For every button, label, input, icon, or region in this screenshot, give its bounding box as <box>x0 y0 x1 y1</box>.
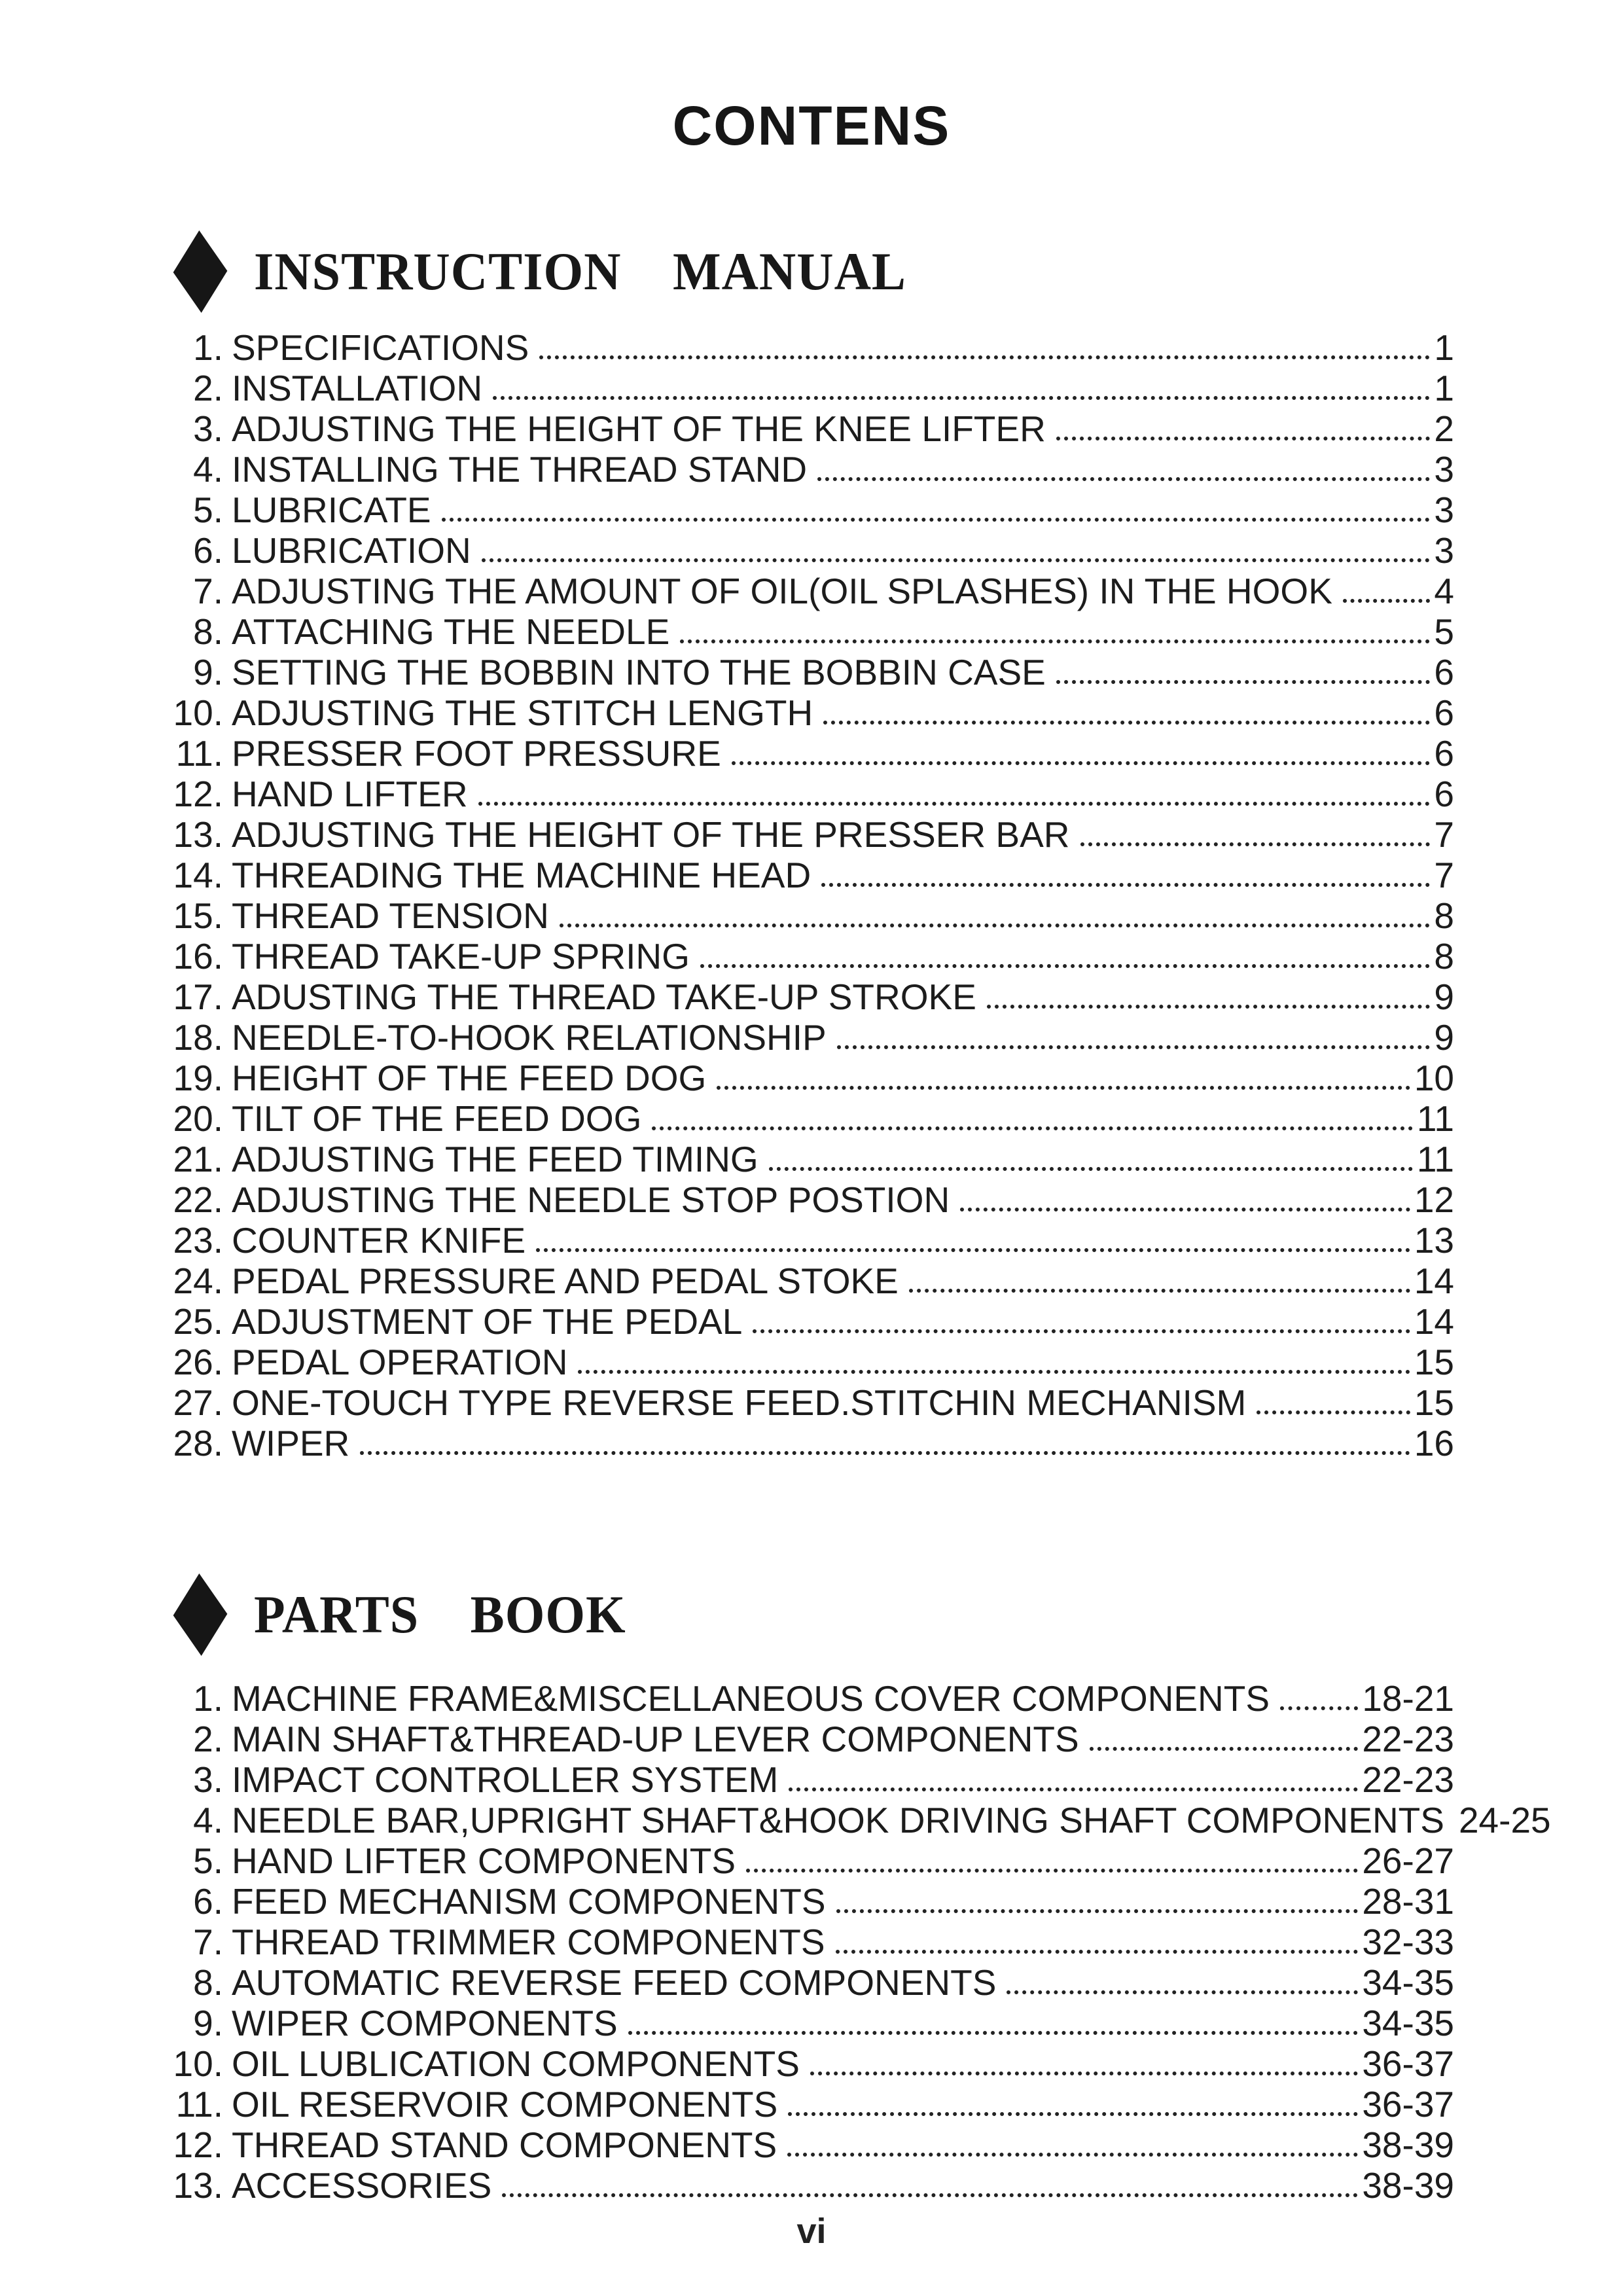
toc-item-number: 17. <box>173 977 223 1017</box>
toc-item-number: 24. <box>173 1261 223 1301</box>
toc-item-page: 1 <box>1434 368 1454 408</box>
toc-item-page: 22-23 <box>1362 1759 1454 1800</box>
dot-leader <box>1007 1990 1358 1994</box>
toc-item-label: WIPER COMPONENTS <box>232 2003 618 2043</box>
toc-row <box>167 1800 1551 1840</box>
dot-leader <box>717 1086 1410 1090</box>
toc-item-page: 38-39 <box>1362 2165 1454 2206</box>
toc-item-number: 11. <box>175 733 223 774</box>
toc-row <box>167 692 1454 733</box>
toc-item-label: THREAD TAKE-UP SPRING <box>232 936 690 977</box>
toc-item-label: ADJUSTING THE HEIGHT OF THE KNEE LIFTER <box>232 408 1046 449</box>
diamond-icon <box>170 230 230 314</box>
toc-item-page: 34-35 <box>1362 2003 1454 2043</box>
dot-leader <box>960 1208 1410 1211</box>
toc-item-number: 9. <box>193 2003 223 2043</box>
toc-item-number: 20. <box>173 1098 223 1139</box>
toc-item-page: 16 <box>1414 1423 1454 1463</box>
toc-item-page: 3 <box>1434 449 1454 490</box>
toc-item-label: ADUSTING THE THREAD TAKE-UP STROKE <box>232 977 976 1017</box>
toc-item-number: 4. <box>193 1800 223 1840</box>
toc-item-label: HEIGHT OF THE FEED DOG <box>232 1058 707 1098</box>
parts-book-heading <box>171 1573 1623 1656</box>
dot-leader <box>823 721 1430 725</box>
toc-row <box>167 1719 1454 1759</box>
toc-item-number: 6. <box>193 530 223 571</box>
dot-leader <box>789 1787 1358 1791</box>
dot-leader <box>1280 1706 1358 1710</box>
toc-item-number: 10. <box>173 2043 223 2084</box>
toc-item-number: 3. <box>193 408 223 449</box>
toc-item-number: 27. <box>173 1382 223 1423</box>
toc-item-page: 36-37 <box>1362 2043 1454 2084</box>
toc-item-page: 5 <box>1434 611 1454 652</box>
toc-item-label: THREAD TENSION <box>232 895 549 936</box>
toc-row <box>167 1881 1454 1922</box>
toc-row <box>167 327 1454 368</box>
toc-item-page: 36-37 <box>1362 2084 1454 2125</box>
toc-item-page: 12 <box>1414 1179 1454 1220</box>
toc-row <box>167 1840 1454 1881</box>
dot-leader <box>753 1329 1410 1333</box>
dot-leader <box>836 1950 1359 1954</box>
toc-row <box>167 408 1454 449</box>
toc-item-number: 7. <box>193 571 223 611</box>
toc-row <box>167 2125 1454 2165</box>
toc-row <box>167 733 1454 774</box>
dot-leader <box>1257 1410 1410 1414</box>
dot-leader <box>652 1126 1412 1130</box>
toc-item-page: 3 <box>1434 490 1454 530</box>
toc-row <box>167 1220 1454 1261</box>
toc-item-label: ATTACHING THE NEEDLE <box>232 611 670 652</box>
toc-item-number: 10. <box>173 692 223 733</box>
dot-leader <box>539 355 1430 359</box>
toc-item-label: ONE-TOUCH TYPE REVERSE FEED.STITCHIN MECHANISM <box>232 1382 1247 1423</box>
toc-row <box>167 571 1454 611</box>
toc-row <box>167 652 1454 692</box>
toc-row <box>167 774 1454 814</box>
footer <box>0 2214 1623 2249</box>
dot-leader <box>821 883 1430 887</box>
dot-leader <box>628 2031 1359 2035</box>
toc-item-number: 28. <box>173 1423 223 1463</box>
toc-item-page: 8 <box>1434 895 1454 936</box>
dot-leader <box>360 1451 1410 1455</box>
toc-item-number: 22. <box>173 1179 223 1220</box>
toc-item-label: PEDAL PRESSURE AND PEDAL STOKE <box>232 1261 899 1301</box>
toc-item-number: 6. <box>193 1881 223 1922</box>
toc-item-number: 8. <box>193 1962 223 2003</box>
toc-row <box>167 977 1454 1017</box>
toc-row <box>167 1017 1454 1058</box>
dot-leader <box>560 924 1431 927</box>
toc-row <box>167 936 1454 977</box>
toc-row <box>167 855 1454 895</box>
page-title: CONTENS <box>672 95 951 156</box>
dot-leader <box>1090 1747 1359 1751</box>
toc-item-page: 24-25 <box>1458 1800 1551 1840</box>
toc-item-number: 19. <box>173 1058 223 1098</box>
dot-leader <box>578 1370 1410 1374</box>
toc-item-number: 12. <box>173 774 223 814</box>
toc-item-label: SETTING THE BOBBIN INTO THE BOBBIN CASE <box>232 652 1046 692</box>
dot-leader <box>1343 599 1431 603</box>
toc-item-number: 2. <box>193 368 223 408</box>
toc-item-number: 26. <box>173 1342 223 1382</box>
toc-item-label: PRESSER FOOT PRESSURE <box>232 733 721 774</box>
toc-item-label: FEED MECHANISM COMPONENTS <box>232 1881 826 1922</box>
toc-item-page: 10 <box>1414 1058 1454 1098</box>
toc-item-number: 21. <box>173 1139 223 1179</box>
page-number: vi <box>796 2212 827 2251</box>
dot-leader <box>482 558 1431 562</box>
toc-item-label: COUNTER KNIFE <box>232 1220 526 1261</box>
toc-item-number: 13. <box>173 2165 223 2206</box>
toc-row <box>167 814 1454 855</box>
toc-item-label: PEDAL OPERATION <box>232 1342 568 1382</box>
toc-item-number: 23. <box>173 1220 223 1261</box>
toc-row <box>167 1342 1454 1382</box>
toc-item-page: 2 <box>1434 408 1454 449</box>
dot-leader <box>478 802 1431 806</box>
dot-leader <box>746 1869 1358 1873</box>
toc-item-label: ADJUSTING THE AMOUNT OF OIL(OIL SPLASHES) IN THE HOOK <box>232 571 1332 611</box>
toc-item-label: OIL RESERVOIR COMPONENTS <box>232 2084 778 2125</box>
toc-row <box>167 368 1454 408</box>
toc-item-page: 15 <box>1414 1342 1454 1382</box>
toc-item-label: MACHINE FRAME&MISCELLANEOUS COVER COMPONENTS <box>232 1678 1270 1719</box>
dot-leader <box>680 639 1430 643</box>
toc-item-page: 6 <box>1434 733 1454 774</box>
toc-item-page: 15 <box>1414 1382 1454 1423</box>
toc-row <box>167 1382 1454 1423</box>
toc-row <box>167 1423 1454 1463</box>
toc-item-label: WIPER <box>232 1423 350 1463</box>
toc-row <box>167 449 1454 490</box>
toc-item-page: 6 <box>1434 652 1454 692</box>
section-parts-book <box>0 1573 1623 2206</box>
dot-leader <box>987 1005 1431 1009</box>
toc-item-label: TILT OF THE FEED DOG <box>232 1098 642 1139</box>
toc-row <box>167 2003 1454 2043</box>
toc-row <box>167 2043 1454 2084</box>
section-title: INSTRUCTION MANUAL <box>254 242 906 301</box>
toc-item-page: 6 <box>1434 692 1454 733</box>
dot-leader <box>493 396 1430 400</box>
toc-item-number: 13. <box>173 814 223 855</box>
toc-item-number: 7. <box>193 1922 223 1962</box>
dot-leader <box>810 2072 1358 2075</box>
toc-item-label: ADJUSTING THE STITCH LENGTH <box>232 692 813 733</box>
parts-book-toc-list <box>167 1678 1551 2206</box>
toc-row <box>167 1179 1454 1220</box>
dot-leader <box>1080 842 1431 846</box>
toc-row <box>167 611 1454 652</box>
toc-row <box>167 1759 1454 1800</box>
toc-item-page: 18-21 <box>1362 1678 1454 1719</box>
dot-leader <box>769 1167 1413 1171</box>
toc-item-label: ADJUSTING THE FEED TIMING <box>232 1139 758 1179</box>
toc-item-label: THREAD TRIMMER COMPONENTS <box>232 1922 825 1962</box>
toc-item-number: 25. <box>173 1301 223 1342</box>
toc-item-number: 3. <box>193 1759 223 1800</box>
toc-item-number: 16. <box>173 936 223 977</box>
toc-row <box>167 2084 1454 2125</box>
dot-leader <box>787 2153 1358 2157</box>
toc-item-number: 5. <box>193 1840 223 1881</box>
toc-item-page: 4 <box>1434 571 1454 611</box>
toc-item-label: OIL LUBLICATION COMPONENTS <box>232 2043 800 2084</box>
toc-item-page: 9 <box>1434 977 1454 1017</box>
diamond-icon <box>170 1573 230 1657</box>
toc-row <box>167 1301 1454 1342</box>
dot-leader <box>788 2112 1358 2116</box>
dot-leader <box>502 2193 1358 2197</box>
toc-item-page: 7 <box>1434 814 1454 855</box>
toc-item-page: 26-27 <box>1362 1840 1454 1881</box>
toc-row <box>167 1098 1454 1139</box>
dot-leader <box>837 1045 1431 1049</box>
toc-row <box>167 1922 1454 1962</box>
toc-item-label: MAIN SHAFT&THREAD-UP LEVER COMPONENTS <box>232 1719 1079 1759</box>
toc-item-label: ADJUSTING THE HEIGHT OF THE PRESSER BAR <box>232 814 1070 855</box>
toc-item-number: 15. <box>173 895 223 936</box>
toc-item-label: LUBRICATE <box>232 490 431 530</box>
toc-item-number: 18. <box>173 1017 223 1058</box>
toc-item-label: HAND LIFTER COMPONENTS <box>232 1840 736 1881</box>
dot-leader <box>817 477 1430 481</box>
instruction-manual-toc-list <box>167 327 1454 1463</box>
toc-row <box>167 1678 1454 1719</box>
instruction-manual-heading <box>171 230 1623 313</box>
toc-item-label: LUBRICATION <box>232 530 471 571</box>
toc-item-number: 9. <box>193 652 223 692</box>
toc-item-label: INSTALLING THE THREAD STAND <box>232 449 808 490</box>
toc-item-number: 1. <box>193 1678 223 1719</box>
toc-item-number: 8. <box>193 611 223 652</box>
toc-item-page: 6 <box>1434 774 1454 814</box>
toc-row <box>167 895 1454 936</box>
toc-item-label: ACCESSORIES <box>232 2165 492 2206</box>
toc-item-page: 14 <box>1414 1301 1454 1342</box>
section-instruction-manual <box>0 230 1623 1463</box>
toc-item-label: THREAD STAND COMPONENTS <box>232 2125 777 2165</box>
toc-row <box>167 530 1454 571</box>
toc-item-page: 22-23 <box>1362 1719 1454 1759</box>
toc-item-label: SPECIFICATIONS <box>232 327 529 368</box>
toc-item-number: 11. <box>175 2084 223 2125</box>
toc-item-page: 34-35 <box>1362 1962 1454 2003</box>
toc-item-page: 9 <box>1434 1017 1454 1058</box>
toc-item-label: NEEDLE-TO-HOOK RELATIONSHIP <box>232 1017 827 1058</box>
toc-item-page: 1 <box>1434 327 1454 368</box>
toc-row <box>167 1139 1454 1179</box>
dot-leader <box>442 518 1431 522</box>
toc-item-number: 14. <box>173 855 223 895</box>
dot-leader <box>836 1909 1359 1913</box>
toc-item-page: 3 <box>1434 530 1454 571</box>
toc-item-page: 32-33 <box>1362 1922 1454 1962</box>
toc-item-page: 28-31 <box>1362 1881 1454 1922</box>
toc-item-number: 2. <box>193 1719 223 1759</box>
dot-leader <box>909 1289 1410 1293</box>
toc-item-label: AUTOMATIC REVERSE FEED COMPONENTS <box>232 1962 997 2003</box>
dot-leader <box>536 1248 1410 1252</box>
dot-leader <box>1056 680 1431 684</box>
toc-item-number: 1. <box>193 327 223 368</box>
toc-row <box>167 1962 1454 2003</box>
toc-item-label: ADJUSTMENT OF THE PEDAL <box>232 1301 743 1342</box>
dot-leader <box>1056 437 1431 440</box>
toc-item-label: IMPACT CONTROLLER SYSTEM <box>232 1759 779 1800</box>
toc-row <box>167 1058 1454 1098</box>
toc-item-page: 7 <box>1434 855 1454 895</box>
toc-item-label: NEEDLE BAR,UPRIGHT SHAFT&HOOK DRIVING SHAFT COMPONENTS <box>232 1800 1444 1840</box>
toc-item-number: 4. <box>193 449 223 490</box>
toc-item-label: ADJUSTING THE NEEDLE STOP POSTION <box>232 1179 950 1220</box>
toc-item-label: INSTALLATION <box>232 368 483 408</box>
toc-item-label: HAND LIFTER <box>232 774 468 814</box>
toc-item-number: 5. <box>193 490 223 530</box>
toc-item-page: 38-39 <box>1362 2125 1454 2165</box>
toc-item-page: 11 <box>1416 1098 1454 1139</box>
dot-leader <box>732 761 1431 765</box>
toc-item-number: 12. <box>173 2125 223 2165</box>
toc-item-page: 14 <box>1414 1261 1454 1301</box>
toc-item-page: 8 <box>1434 936 1454 977</box>
toc-row <box>167 1261 1454 1301</box>
dot-leader <box>700 964 1431 968</box>
toc-item-page: 11 <box>1416 1139 1454 1179</box>
toc-item-label: THREADING THE MACHINE HEAD <box>232 855 812 895</box>
toc-item-page: 13 <box>1414 1220 1454 1261</box>
section-title: PARTS BOOK <box>254 1585 626 1644</box>
toc-row <box>167 2165 1454 2206</box>
toc-row <box>167 490 1454 530</box>
